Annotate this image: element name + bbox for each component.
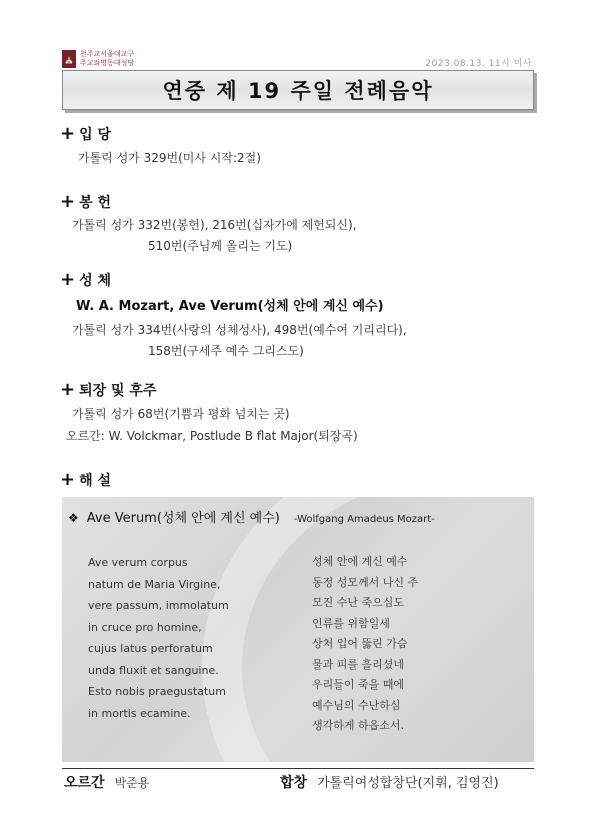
communion-line-1: 가톨릭 성가 334번(사랑의 성체성사), 498번(예수여 기리리다), — [72, 323, 407, 337]
latin-line: in cruce pro homine, — [88, 620, 202, 634]
section-entrance-label: 입 당 — [79, 127, 112, 143]
section-recessional-heading — [60, 380, 156, 400]
explanation-composer: -Wolfgang Amadeus Mozart- — [293, 514, 435, 525]
title-box — [62, 70, 534, 110]
latin-line: Esto nobis praegustatum — [88, 685, 226, 698]
section-offertory-label: 봉 헌 — [79, 195, 112, 211]
korean-line: 모진 수난 죽으심도 — [312, 596, 405, 609]
logo-text — [80, 50, 134, 68]
diamond-bullet-icon: ❖ — [68, 511, 79, 525]
plus-icon: + — [60, 123, 76, 144]
choir-name: 가톨릭여성합창단(지휘, 김영진) — [317, 776, 499, 791]
latin-line: Ave verum corpus — [88, 556, 188, 569]
korean-line: 인류를 위함일세 — [312, 616, 390, 630]
plus-icon: + — [60, 469, 76, 490]
latin-line: cujus latus perforatum — [88, 642, 213, 655]
footer-organist — [64, 772, 149, 792]
plus-icon: + — [60, 191, 76, 212]
plus-icon: + — [60, 379, 76, 400]
offertory-line-1: 가톨릭 성가 332번(봉헌), 216번(십자가에 제헌되신), — [72, 218, 357, 232]
explanation-piece-title: Ave Verum(성체 안에 계신 예수) — [86, 511, 280, 526]
page-title: 연중 제 19 주일 전례음악 — [162, 79, 434, 103]
explanation-box — [62, 497, 534, 762]
organist-name: 박준용 — [114, 776, 150, 790]
section-recessional-label: 퇴장 및 후주 — [79, 383, 157, 399]
organ-label: 오르간 — [64, 775, 105, 791]
communion-line-2: 158번(구세주 예수 그리스도) — [148, 344, 304, 358]
latin-line: unda fluxit et sanguine. — [88, 663, 219, 677]
section-entrance-heading — [60, 124, 111, 144]
korean-line: 상처 입어 뚫린 가슴 — [312, 637, 408, 650]
footer-divider — [62, 768, 534, 769]
section-communion-label: 성 체 — [79, 273, 112, 289]
cathedral-icon: ⛪ — [62, 50, 76, 68]
korean-line: 예수님의 수난하심 — [312, 698, 401, 712]
entrance-line-1: 가톨릭 성가 329번(미사 시작:2절) — [78, 151, 261, 165]
korean-line: 성체 안에 계신 예수 — [312, 555, 408, 568]
korean-line: 우리들이 죽을 때에 — [312, 678, 405, 691]
korean-line: 생각하게 하옵소서. — [312, 719, 405, 732]
offertory-line-2: 510번(주님께 올리는 기도) — [148, 239, 293, 253]
section-explanation-heading — [60, 470, 111, 490]
latin-line: natum de Maria Virgine, — [88, 577, 221, 591]
korean-line: 물과 피를 흘리셨네 — [312, 657, 405, 671]
mass-date: 2023.08.13. 11시 미사 — [425, 59, 532, 69]
logo-line-1: 천주교서울대교구 — [80, 50, 135, 58]
footer-choir — [280, 772, 499, 792]
section-explanation-label: 해 설 — [79, 473, 112, 489]
korean-line: 동정 성모께서 나신 주 — [312, 575, 419, 589]
latin-lyrics — [88, 552, 229, 724]
communion-featured-piece: W. A. Mozart, Ave Verum(성체 안에 계신 예수) — [76, 299, 384, 314]
korean-lyrics — [312, 552, 418, 737]
latin-line: in mortis ecamine. — [88, 706, 191, 720]
plus-icon: + — [60, 269, 76, 290]
recessional-line-1: 가톨릭 성가 68번(기쁨과 평화 넘치는 곳) — [72, 407, 290, 421]
explanation-title — [68, 507, 435, 526]
choir-label: 합창 — [280, 775, 308, 791]
logo-line-2: 주교좌명동대성당 — [80, 59, 135, 67]
latin-line: vere passum, immolatum — [88, 599, 229, 612]
recessional-line-2: 오르간: W. Volckmar, Postlude B flat Major(퇴장곡) — [66, 429, 358, 443]
section-communion-heading — [60, 270, 111, 290]
cathedral-logo — [62, 50, 134, 68]
section-offertory-heading — [60, 192, 111, 212]
